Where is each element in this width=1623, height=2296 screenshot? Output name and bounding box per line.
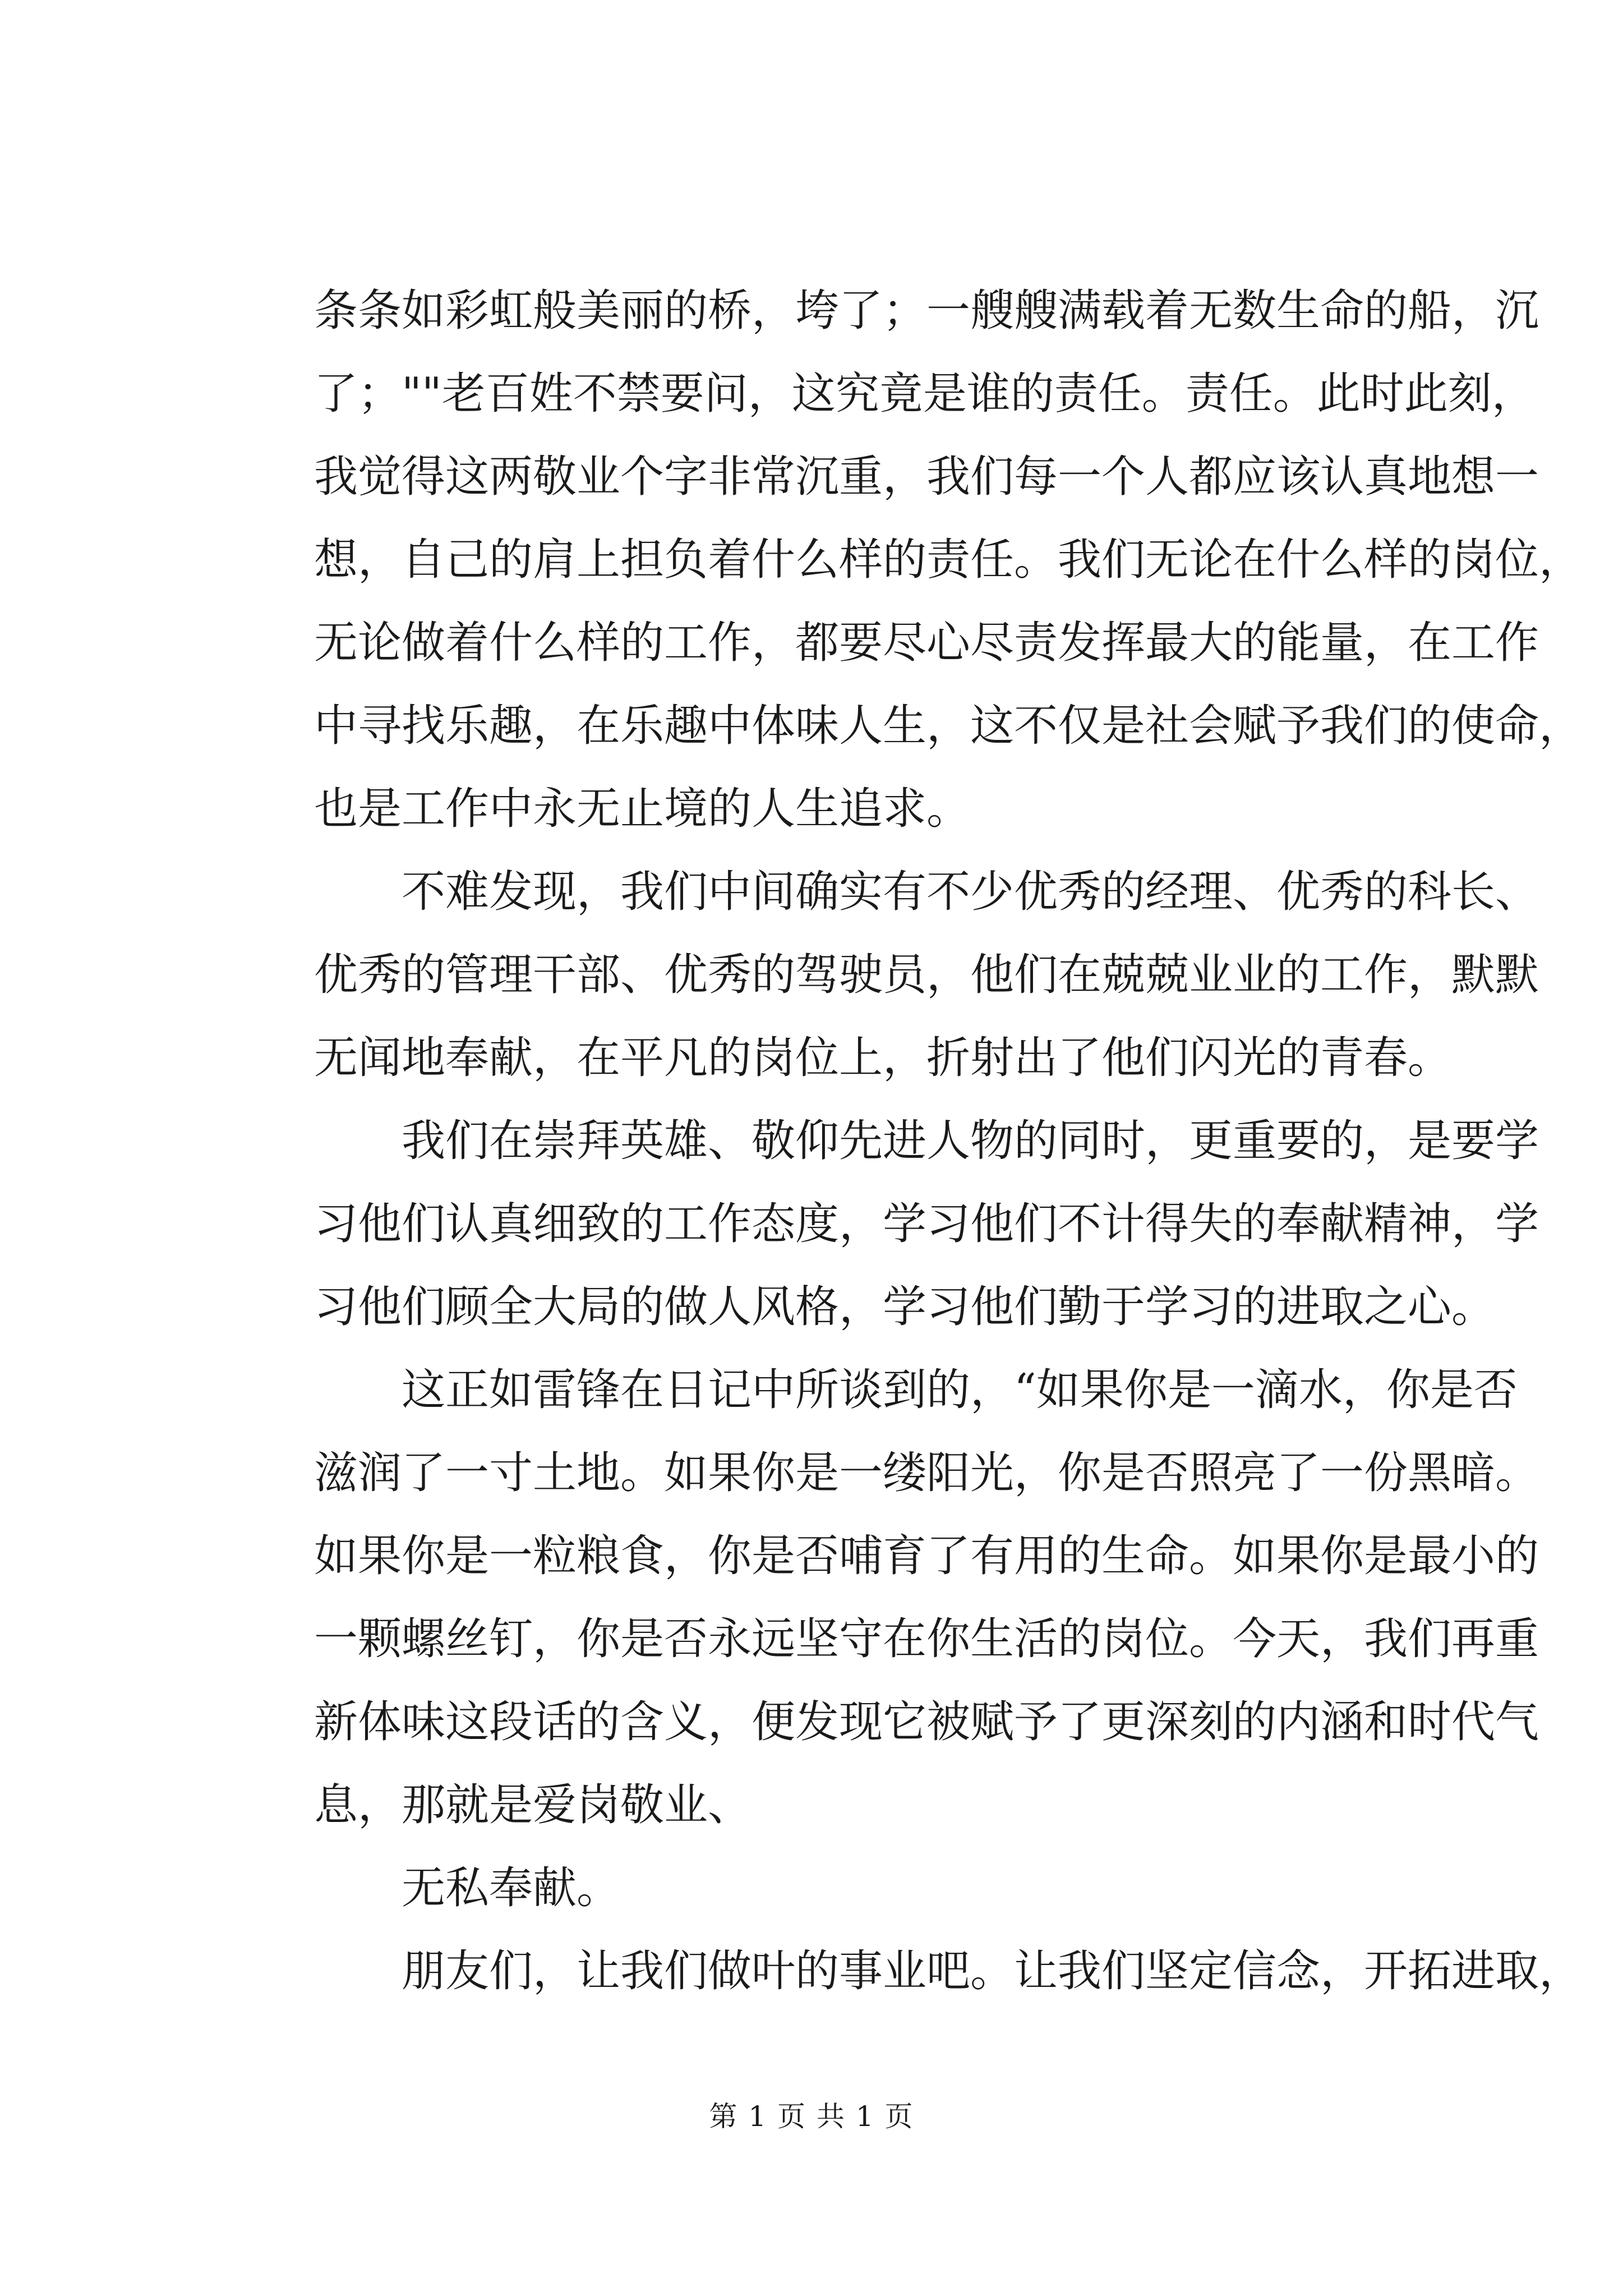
text-line: 新体味这段话的含义，便发现它被赋予了更深刻的内涵和时代气 <box>314 1697 1539 1747</box>
text-line: 也是工作中永无止境的人生追求。 <box>314 784 971 834</box>
text-line: 习他们认真细致的工作态度，学习他们不计得失的奉献精神，学 <box>314 1199 1539 1249</box>
text-line: 如果你是一粒粮食，你是否哺育了有用的生命。如果你是最小的 <box>314 1531 1539 1581</box>
text-line: 了；""老百姓不禁要问，这究竟是谁的责任。责任。此时此刻， <box>314 369 1536 419</box>
text-line: 不难发现，我们中间确实有不少优秀的经理、优秀的科长、 <box>402 867 1539 917</box>
text-line: 滋润了一寸土地。如果你是一缕阳光，你是否照亮了一份黑暗。 <box>314 1448 1539 1498</box>
text-line: 朋友们，让我们做叶的事业吧。让我们坚定信念，开拓进取， <box>402 1946 1583 1996</box>
text-line: 我觉得这两敬业个字非常沉重，我们每一个人都应该认真地想一 <box>314 452 1539 502</box>
text-line: 条条如彩虹般美丽的桥，垮了；一艘艘满载着无数生命的船，沉 <box>314 286 1539 336</box>
text-line: 中寻找乐趣，在乐趣中体味人生，这不仅是社会赋予我们的使命， <box>314 701 1583 751</box>
text-line: 无闻地奉献，在平凡的岗位上，折射出了他们闪光的青春。 <box>314 1033 1452 1083</box>
text-line: 习他们顾全大局的做人风格，学习他们勤于学习的进取之心。 <box>314 1282 1496 1332</box>
text-line: 想，自己的肩上担负着什么样的责任。我们无论在什么样的岗位， <box>314 535 1583 585</box>
text-line: 无私奉献。 <box>402 1863 621 1913</box>
text-line: 一颗螺丝钉，你是否永远坚守在你生活的岗位。今天，我们再重 <box>314 1614 1539 1664</box>
text-line: 无论做着什么样的工作，都要尽心尽责发挥最大的能量，在工作 <box>314 618 1539 668</box>
body-text <box>314 269 1583 2013</box>
text-line: 优秀的管理干部、优秀的驾驶员，他们在兢兢业业的工作，默默 <box>314 950 1539 1000</box>
text-line: 我们在崇拜英雄、敬仰先进人物的同时，更重要的，是要学 <box>402 1116 1539 1166</box>
text-line: 这正如雷锋在日记中所谈到的，“如果你是一滴水，你是否 <box>402 1365 1518 1415</box>
page-footer: 第 1 页 共 1 页 <box>709 2100 914 2133</box>
text-line: 息，那就是爱岗敬业、 <box>314 1780 752 1830</box>
